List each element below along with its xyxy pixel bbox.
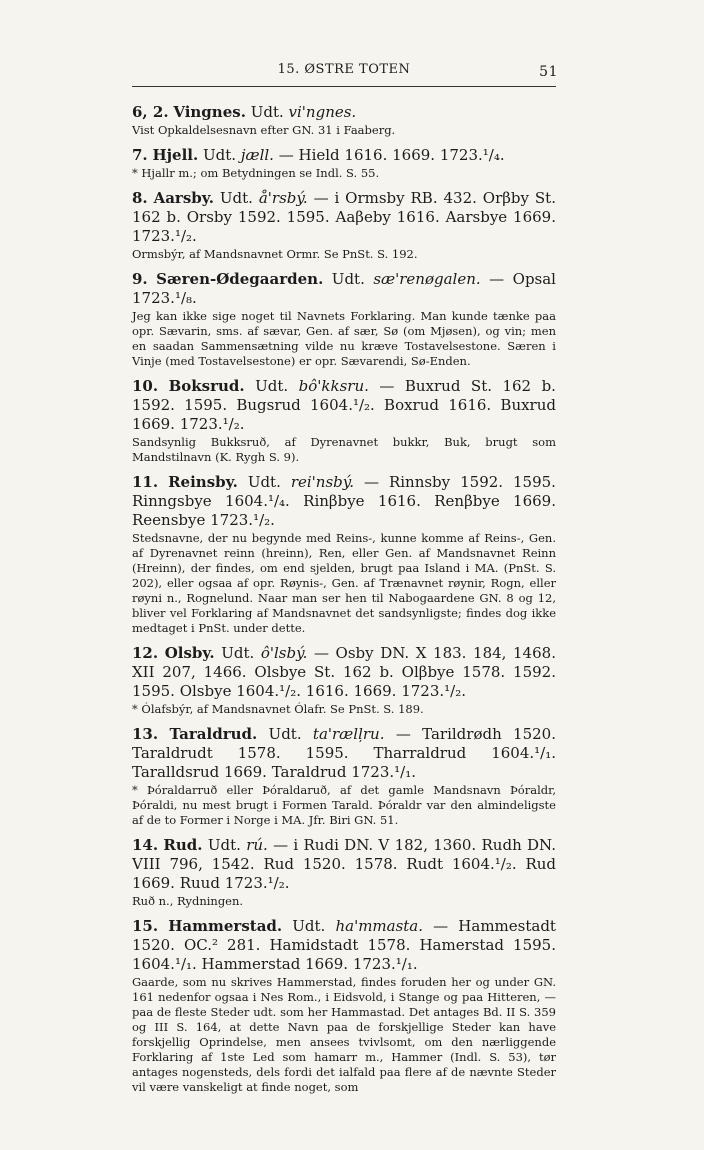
entry-udt-label: Udt. — [203, 146, 237, 164]
entry-note: * Ólafsbýr, af Mandsnavnet Ólafr. Se PnSt. S. 189. — [132, 702, 424, 716]
entry-name: Taraldrud. — [169, 725, 258, 743]
entry-udt-label: Udt. — [247, 473, 281, 491]
entry-note: Jeg kan ikke sige noget til Navnets Forklaring. Man kunde tænke paa opr. Sævarin, sms. af sævar, Gen. af sær, Sø (om Mjøsen), og vin; men en saadan Sammensætning vilde nu kræve Tostavelsestone. Særen i Vinje (med Tostavelsestone) er opr. Sævarendi, Sø-Enden. — [132, 309, 556, 368]
entry-note: Stedsnavne, der nu begynde med Reins-, kunne komme af Reins-, Gen. af Dyrenavnet reinn (hreinn), Ren, eller Gen. af Mandsnavnet Reinn (Hreinn), der findes, om end sjelden, brugt paa Island i MA. (PnSt. S. 202), eller ogsaa af opr. Røynis-, Gen. af Trænavnet røynir, Rogn, eller røyni n., Rognelund. Naar man ser hen til Nabogaardene GN. 8 og 12, bliver vel Forklaring af Mandsnavnet det sandsynligste; findes dog ikke medtaget i PnSt. under dette. — [132, 531, 556, 635]
entry-number: 11. — [132, 473, 159, 491]
running-header — [132, 60, 556, 84]
entry — [132, 146, 556, 181]
entry-headline — [132, 644, 556, 701]
entry-pronunciation: vi'ngnes. — [288, 103, 357, 121]
entry — [132, 725, 556, 828]
entry-pronunciation: å'rsbý. — [258, 189, 308, 207]
entry-forms: — Tarildrødh 1520. Taraldrudt 1578. 1595. Tharraldrud 1604.¹/₁. Taralldsrud 1669. Taraldrud 1723.¹/₁. — [132, 725, 556, 781]
entry-name: Reinsby. — [168, 473, 238, 491]
entry-name: Rud. — [163, 836, 203, 854]
entry — [132, 917, 556, 1095]
entry — [132, 189, 556, 262]
entry-headline — [132, 189, 556, 246]
entry-forms: — i Rudi DN. V 182, 1360. Rudh DN. VIII 796, 1542. Rud 1520. 1578. Rudt 1604.¹/₂. Rud 1669. Ruud 1723.¹/₂. — [132, 836, 556, 892]
entry — [132, 836, 556, 909]
entry — [132, 270, 556, 369]
entry-pronunciation: jæll. — [240, 146, 274, 164]
entry-number: 15. — [132, 917, 159, 935]
entry-udt-label: Udt. — [268, 725, 302, 743]
entry — [132, 377, 556, 465]
entry-note: * Hjallr m.; om Betydningen se Indl. S. 55. — [132, 166, 380, 180]
entry-headline — [132, 917, 556, 974]
entry-number: 12. — [132, 644, 159, 662]
entry-headline — [132, 146, 556, 165]
entry-forms: — Osby DN. X 183. 184, 1468. XII 207, 1466. Olsbye St. 162 b. Olβbye 1578. 1592. 1595. Olsbye 1604.¹/₂. 1616. 1669. 1723.¹/₂. — [132, 644, 556, 700]
entry-forms: — Buxrud St. 162 b. 1592. 1595. Bugsrud 1604.¹/₂. Boxrud 1616. Buxrud 1669. 1723.¹/₂. — [132, 377, 556, 433]
entry-note: Sandsynlig Bukksruð, af Dyrenavnet bukkr, Buk, brugt som Mandstilnavn (K. Rygh S. 9). — [132, 435, 556, 464]
entry-udt-label: Udt. — [219, 189, 253, 207]
page-number: 51 — [539, 64, 558, 80]
entry-name: Hammerstad. — [168, 917, 283, 935]
entry — [132, 644, 556, 717]
entry-note: * Þóraldarruð eller Þóraldaruð, af det gamle Mandsnavn Þóraldr, Þóraldi, nu mest brugt i Formen Tarald. Þóraldr var den almindeligste af de to Former i Norge i MA. Jfr. Biri GN. 51. — [132, 783, 556, 827]
entry-forms: — Hield 1616. 1669. 1723.¹/₄. — [278, 146, 505, 164]
entry-pronunciation: ô'lsbý. — [260, 644, 308, 662]
entry-udt-label: Udt. — [331, 270, 365, 288]
entry-pronunciation: rú. — [246, 836, 268, 854]
entry-number: 10. — [132, 377, 159, 395]
entry-udt-label: Udt. — [207, 836, 241, 854]
entry-name: Særen-Ødegaarden. — [156, 270, 324, 288]
entry-headline — [132, 836, 556, 893]
entry-udt-label: Udt. — [221, 644, 255, 662]
entry-note: Vist Opkaldelsesnavn efter GN. 31 i Faaberg. — [132, 123, 396, 137]
entry-forms: — Opsal 1723.¹/₈. — [132, 270, 556, 307]
entry-name: Aarsby. — [153, 189, 214, 207]
entry-udt-label: Udt. — [255, 377, 289, 395]
entry-name: Boksrud. — [168, 377, 245, 395]
entry-udt-label: Udt. — [292, 917, 326, 935]
entry-headline — [132, 377, 556, 434]
entry-note: Gaarde, som nu skrives Hammerstad, findes foruden her og under GN. 161 nedenfor ogsaa i Nes Rom., i Eidsvold, i Stange og paa Hitteren, — paa de fleste Steder udt. som her Hammastad. Det antages Bd. II S. 359 og III S. 164, at dette Navn paa de forskjellige Steder kan have forskjellig Oprindelse, men ansees tvivlsomt, om den nærliggende Forklaring af 1ste Led som hamarr m., Hammer (Indl. S. 53), tør antages nogensteds, dels fordi det ialfald paa flere af de nævnte Steder vil være vanskeligt at finde noget, som — [132, 975, 556, 1094]
entry-number: 9. — [132, 270, 148, 288]
entry-name: Vingnes. — [173, 103, 246, 121]
entry-headline — [132, 270, 556, 308]
entry-number: 8. — [132, 189, 148, 207]
entry-pronunciation: ha'mmasta. — [335, 917, 424, 935]
entry-pronunciation: bô'kksru. — [298, 377, 369, 395]
entry — [132, 103, 556, 138]
header-rule — [132, 86, 556, 87]
entry-pronunciation: ta'rælļru. — [312, 725, 385, 743]
running-title: 15. ØSTRE TOTEN — [277, 62, 411, 77]
entry-headline — [132, 473, 556, 530]
entry-pronunciation: sæ'renøgalen. — [373, 270, 481, 288]
entry-note: Ormsbýr, af Mandsnavnet Ormr. Se PnSt. S. 192. — [132, 247, 418, 261]
entry-list — [132, 103, 556, 1095]
entry-name: Hjell. — [152, 146, 199, 164]
entry-forms: — Rinnsby 1592. 1595. Rinngsbye 1604.¹/₄. Rinβbye 1616. Renβbye 1669. Reensbye 1723.¹/₂. — [132, 473, 556, 529]
entry — [132, 473, 556, 636]
entry-name: Olsby. — [164, 644, 215, 662]
entry-number: 7. — [132, 146, 148, 164]
entry-udt-label: Udt. — [250, 103, 284, 121]
entry-number: 13. — [132, 725, 159, 743]
entry-forms: — i Ormsby RB. 432. Orβby St. 162 b. Orsby 1592. 1595. Aaβeby 1616. Aarsbye 1669. 1723.¹/₂. — [132, 189, 556, 245]
entry-forms: — Hammestadt 1520. OC.² 281. Hamidstadt 1578. Hamerstad 1595. 1604.¹/₁. Hammerstad 1669. 1723.¹/₁. — [132, 917, 556, 973]
entry-headline — [132, 103, 556, 122]
entry-headline — [132, 725, 556, 782]
entry-note: Ruð n., Rydningen. — [132, 894, 244, 908]
entry-number: 14. — [132, 836, 159, 854]
entry-number: 6, 2. — [132, 103, 169, 121]
entry-pronunciation: rei'nsbý. — [290, 473, 355, 491]
